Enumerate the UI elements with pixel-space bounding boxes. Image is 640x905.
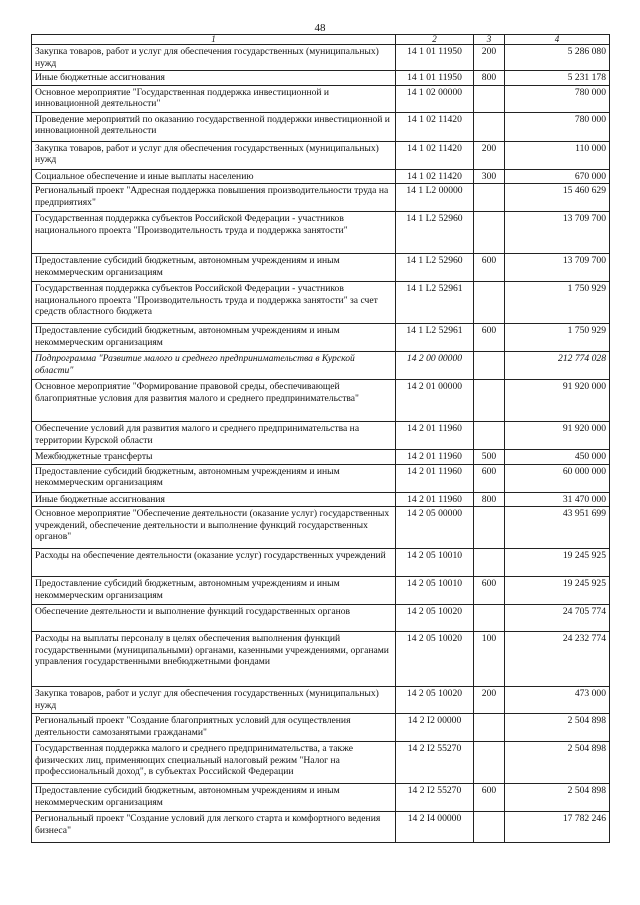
- expense-name-cell: Расходы на обеспечение деятельности (оказание услуг) государственных учреждений: [32, 549, 396, 577]
- code-cell: 14 2 01 11960: [396, 450, 474, 465]
- header-col-2: 2: [396, 35, 474, 45]
- header-col-4: 4: [505, 35, 610, 45]
- expense-name-cell: Основное мероприятие "Формирование правовой среды, обеспечивающей благоприятные условия для развития малого и среднего предпринимательства": [32, 380, 396, 422]
- table-row: [32, 71, 610, 86]
- expense-name-cell: Закупка товаров, работ и услуг для обеспечения государственных (муниципальных) нужд: [32, 687, 396, 714]
- expense-name-cell: Обеспечение деятельности и выполнение функций государственных органов: [32, 605, 396, 632]
- expense-name-cell: Государственная поддержка малого и среднего предпринимательства, а также физических лиц, применяющих специальный налоговый режим "Налог на профессиональный доход", в субъектах Российской Федерации: [32, 742, 396, 784]
- amount-cell: 450 000: [505, 450, 610, 465]
- code-cell: 14 1 01 11950: [396, 45, 474, 71]
- expense-type-cell: [474, 85, 505, 112]
- table-row: [32, 380, 610, 422]
- table-row: [32, 352, 610, 380]
- amount-cell: 212 774 028: [505, 352, 610, 380]
- expense-name-cell: Предоставление субсидий бюджетным, автономным учреждениям и иным некоммерческим организациям: [32, 324, 396, 352]
- expense-type-cell: 200: [474, 141, 505, 169]
- expense-name-cell: Проведение мероприятий по оказанию государственной поддержки инвестиционной и инновационной деятельности: [32, 112, 396, 141]
- table-row: [32, 141, 610, 169]
- amount-cell: 2 504 898: [505, 742, 610, 784]
- expense-name-cell: Закупка товаров, работ и услуг для обеспечения государственных (муниципальных) нужд: [32, 45, 396, 71]
- code-cell: 14 1 02 00000: [396, 85, 474, 112]
- expense-name-cell: Предоставление субсидий бюджетным, автономным учреждениям и иным некоммерческим организациям: [32, 784, 396, 812]
- code-cell: 14 1 02 11420: [396, 141, 474, 169]
- expense-type-cell: [474, 282, 505, 324]
- code-cell: 14 2 05 10020: [396, 605, 474, 632]
- table-row: [32, 422, 610, 450]
- code-cell: 14 1 02 11420: [396, 169, 474, 184]
- amount-cell: 13 709 700: [505, 254, 610, 282]
- table-row: [32, 212, 610, 254]
- expense-type-cell: 200: [474, 687, 505, 714]
- table-row: [32, 85, 610, 112]
- code-cell: 14 1 L2 52960: [396, 254, 474, 282]
- amount-cell: 780 000: [505, 85, 610, 112]
- table-row: [32, 632, 610, 687]
- expense-type-cell: [474, 507, 505, 549]
- amount-cell: 24 705 774: [505, 605, 610, 632]
- expense-name-cell: Иные бюджетные ассигнования: [32, 492, 396, 507]
- expense-name-cell: Основное мероприятие "Государственная поддержка инвестиционной и инновационной деятельности": [32, 85, 396, 112]
- header-col-3: 3: [474, 35, 505, 45]
- table-body: [32, 45, 610, 843]
- code-cell: 14 2 I2 55270: [396, 784, 474, 812]
- expense-type-cell: [474, 714, 505, 742]
- table-row: [32, 324, 610, 352]
- expense-type-cell: 800: [474, 492, 505, 507]
- amount-cell: 1 750 929: [505, 282, 610, 324]
- table-header-row: [32, 35, 610, 45]
- table-row: [32, 45, 610, 71]
- table-row: [32, 464, 610, 492]
- code-cell: 14 1 L2 00000: [396, 184, 474, 212]
- expense-type-cell: [474, 212, 505, 254]
- code-cell: 14 2 00 00000: [396, 352, 474, 380]
- expense-type-cell: [474, 605, 505, 632]
- expense-name-cell: Обеспечение условий для развития малого и среднего предпринимательства на территории Курской области: [32, 422, 396, 450]
- table-row: [32, 784, 610, 812]
- amount-cell: 473 000: [505, 687, 610, 714]
- amount-cell: 31 470 000: [505, 492, 610, 507]
- code-cell: 14 2 01 11960: [396, 422, 474, 450]
- code-cell: 14 1 L2 52961: [396, 282, 474, 324]
- expense-name-cell: Межбюджетные трансферты: [32, 450, 396, 465]
- table-row: [32, 687, 610, 714]
- expense-name-cell: Предоставление субсидий бюджетным, автономным учреждениям и иным некоммерческим организациям: [32, 254, 396, 282]
- amount-cell: 19 245 925: [505, 549, 610, 577]
- table-row: [32, 605, 610, 632]
- expense-type-cell: [474, 352, 505, 380]
- code-cell: 14 2 01 00000: [396, 380, 474, 422]
- code-cell: 14 1 L2 52961: [396, 324, 474, 352]
- expense-type-cell: 600: [474, 784, 505, 812]
- page-number: 48: [314, 22, 326, 34]
- code-cell: 14 2 01 11960: [396, 492, 474, 507]
- expense-name-cell: Региональный проект "Создание благоприятных условий для осуществления деятельности самозанятыми гражданами": [32, 714, 396, 742]
- table-row: [32, 254, 610, 282]
- amount-cell: 91 920 000: [505, 380, 610, 422]
- expense-name-cell: Расходы на выплаты персоналу в целях обеспечения выполнения функций государственными (муниципальными) органами, казенными учреждениями, органами управления государственными внебюджетными фондами: [32, 632, 396, 687]
- code-cell: 14 2 I4 00000: [396, 812, 474, 843]
- expense-type-cell: [474, 380, 505, 422]
- expense-type-cell: 600: [474, 577, 505, 605]
- expense-type-cell: [474, 422, 505, 450]
- expense-type-cell: 300: [474, 169, 505, 184]
- amount-cell: 780 000: [505, 112, 610, 141]
- amount-cell: 110 000: [505, 141, 610, 169]
- budget-table: [31, 34, 610, 843]
- table-row: [32, 492, 610, 507]
- code-cell: 14 1 L2 52960: [396, 212, 474, 254]
- table-row: [32, 112, 610, 141]
- expense-type-cell: 100: [474, 632, 505, 687]
- expense-type-cell: 600: [474, 464, 505, 492]
- table-row: [32, 282, 610, 324]
- amount-cell: 60 000 000: [505, 464, 610, 492]
- code-cell: 14 2 05 00000: [396, 507, 474, 549]
- amount-cell: 15 460 629: [505, 184, 610, 212]
- expense-name-cell: Предоставление субсидий бюджетным, автономным учреждениям и иным некоммерческим организациям: [32, 577, 396, 605]
- expense-name-cell: Социальное обеспечение и иные выплаты населению: [32, 169, 396, 184]
- expense-name-cell: Региональный проект "Создание условий для легкого старта и комфортного ведения бизнеса": [32, 812, 396, 843]
- code-cell: 14 1 01 11950: [396, 71, 474, 86]
- table-row: [32, 450, 610, 465]
- code-cell: 14 1 02 11420: [396, 112, 474, 141]
- amount-cell: 2 504 898: [505, 784, 610, 812]
- code-cell: 14 2 05 10020: [396, 632, 474, 687]
- amount-cell: 670 000: [505, 169, 610, 184]
- expense-type-cell: 600: [474, 254, 505, 282]
- expense-type-cell: 200: [474, 45, 505, 71]
- code-cell: 14 2 05 10010: [396, 577, 474, 605]
- table-row: [32, 549, 610, 577]
- amount-cell: 13 709 700: [505, 212, 610, 254]
- code-cell: 14 2 01 11960: [396, 464, 474, 492]
- code-cell: 14 2 05 10020: [396, 687, 474, 714]
- table-row: [32, 714, 610, 742]
- expense-name-cell: Региональный проект "Адресная поддержка повышения производительности труда на предприятиях": [32, 184, 396, 212]
- expense-type-cell: 800: [474, 71, 505, 86]
- amount-cell: 17 782 246: [505, 812, 610, 843]
- amount-cell: 43 951 699: [505, 507, 610, 549]
- amount-cell: 2 504 898: [505, 714, 610, 742]
- expense-name-cell: Закупка товаров, работ и услуг для обеспечения государственных (муниципальных) нужд: [32, 141, 396, 169]
- expense-name-cell: Иные бюджетные ассигнования: [32, 71, 396, 86]
- expense-name-cell: Предоставление субсидий бюджетным, автономным учреждениям и иным некоммерческим организациям: [32, 464, 396, 492]
- header-col-1: 1: [32, 35, 396, 45]
- expense-type-cell: [474, 812, 505, 843]
- table-row: [32, 507, 610, 549]
- amount-cell: 91 920 000: [505, 422, 610, 450]
- amount-cell: 5 286 080: [505, 45, 610, 71]
- code-cell: 14 2 I2 00000: [396, 714, 474, 742]
- expense-type-cell: [474, 184, 505, 212]
- expense-name-cell: Подпрограмма "Развитие малого и среднего предпринимательства в Курской области": [32, 352, 396, 380]
- expense-type-cell: [474, 742, 505, 784]
- expense-type-cell: 500: [474, 450, 505, 465]
- expense-name-cell: Основное мероприятие "Обеспечение деятельности (оказание услуг) государственных учреждений, обеспечение деятельности и выполнение функций государственных органов": [32, 507, 396, 549]
- expense-name-cell: Государственная поддержка субъектов Российской Федерации - участников национального проекта "Производительность труда и поддержка занятости" за счет средств областного бюджета: [32, 282, 396, 324]
- amount-cell: 19 245 925: [505, 577, 610, 605]
- amount-cell: 24 232 774: [505, 632, 610, 687]
- amount-cell: 1 750 929: [505, 324, 610, 352]
- expense-name-cell: Государственная поддержка субъектов Российской Федерации - участников национального проекта "Производительность труда и поддержка занятости": [32, 212, 396, 254]
- expense-type-cell: [474, 549, 505, 577]
- table-row: [32, 742, 610, 784]
- code-cell: 14 2 I2 55270: [396, 742, 474, 784]
- code-cell: 14 2 05 10010: [396, 549, 474, 577]
- table-row: [32, 577, 610, 605]
- expense-type-cell: [474, 112, 505, 141]
- table-row: [32, 169, 610, 184]
- table-row: [32, 184, 610, 212]
- table-row: [32, 812, 610, 843]
- expense-type-cell: 600: [474, 324, 505, 352]
- amount-cell: 5 231 178: [505, 71, 610, 86]
